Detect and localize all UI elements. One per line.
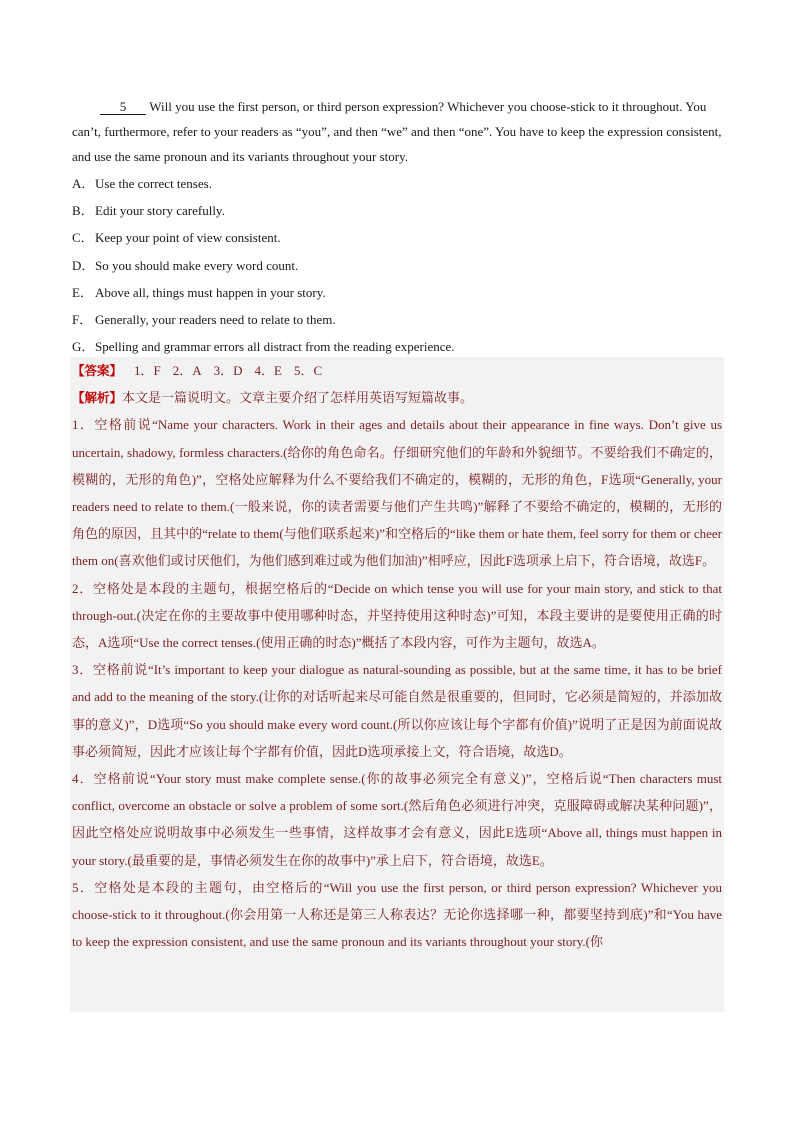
- answer-line: [70, 357, 724, 384]
- analysis-body: [70, 411, 724, 955]
- option-item: D．So you should make every word count.: [72, 257, 299, 273]
- analysis-line: [70, 384, 724, 411]
- analysis-paragraph: 4．空格前说“Your story must make complete sense.(你的故事必须完全有意义)”，空格后说“Then characters must conflict, overcome an obstacle or solve a problem of some sort.(然后角色必须进行冲突，克服障碍或解决某种问题)”，因此空格处应说明故事中必须发生一些事情，这样故事才会有意义，因此E选项“Above all, things must happen in your story.(最重要的是，事情必须发生在你的故事中)”承上启下，符合语境，故选E。: [72, 771, 722, 868]
- option-item: C．Keep your point of view consistent.: [72, 230, 281, 246]
- answer-analysis-box: [70, 357, 724, 1012]
- answer-item: 3．D: [213, 363, 243, 378]
- analysis-paragraph: 3．空格前说“It’s important to keep your dialogue as natural-sounding as possible, but at the same time, it has to be brief and add to the meaning of the story.(让你的对话听起来尽可能自然是很重要的，但同时，它必须是简短的，并添加故事的意义)”，D选项“So you should make every word count.(所以你应该让每个字都有价值)”说明了正是因为前面说故事必须简短，因此才应该让每个字都有价值，因此D选项承接上文，符合语境，故选D。: [72, 662, 722, 759]
- option-item: G．Spelling and grammar errors all distract from the reading experience.: [72, 339, 455, 355]
- option-item: B．Edit your story carefully.: [72, 203, 225, 219]
- analysis-paragraph: 2．空格处是本段的主题句，根据空格后的“Decide on which tense you will use for your main story, and stick to that through-out.(决定在你的主要故事中使用哪种时态，并坚持使用这种时态)”可知，本段主要讲的是要使用正确的时态，A选项“Use the correct tenses.(使用正确的时态)”概括了本段内容，可作为主题句，故选A。: [72, 580, 722, 650]
- question-text: Will you use the first person, or third person expression? Whichever you choose-stick to it throughout. You can’t, furthermore, refer to your readers as “you”, and then “we” and then “one”. You have to keep the expression consistent, and use the same pronoun and its variants throughout your story.: [72, 99, 722, 164]
- answer-item: 5．C: [293, 363, 323, 378]
- option-item: A．Use the correct tenses.: [72, 176, 212, 191]
- analysis-label: 【解析】: [72, 390, 123, 406]
- option-list: [72, 170, 724, 360]
- option-item: F． Generally, your readers need to relate to them.: [72, 311, 336, 327]
- answer-item: 2．A: [172, 363, 202, 378]
- option-item: E． Above all, things must happen in your story.: [72, 284, 326, 300]
- analysis-paragraph: 5．空格处是本段的主题句，由空格后的“Will you use the first person, or third person expression? Whichever you choose-stick to it throughout.(你会用第一人称还是第三人称表达？无论你选择哪一种，都要坚持到底)”和“You have to keep the expression consistent, and use the same pronoun and its variants throughout your story.(你: [72, 879, 722, 950]
- question-paragraph: [72, 94, 724, 169]
- answer-blank: 5: [100, 100, 146, 115]
- answer-label: 【答案】: [72, 363, 123, 378]
- answer-item: 1．F: [134, 363, 161, 378]
- question-block: [72, 94, 724, 360]
- analysis-intro: 本文是一篇说明文。文章主要介绍了怎样用英语写短篇故事。: [122, 390, 474, 406]
- analysis-paragraph: 1．空格前说“Name your characters. Work in their ages and details about their appearance in fine ways. Don’t give us uncertain, shadowy, formless characters.(给你的角色命名。仔细研究他们的年龄和外貌细节。不要给我们不确定的，模糊的，无形的角色)”，空格处应解释为什么不要给我们不确定的，模糊的，无形的角色，F选项“Generally, your readers need to relate to them.(一般来说，你的读者需要与他们产生共鸣)”解释了不要给不确定的，模糊的，无形的角色的原因，且其中的“relate to them(与他们联系起来)”和空格后的“like them or hate them, feel sorry for them or cheer them on(喜欢他们或讨厌他们，为他们感到难过或为他们加油)”相呼应，因此F选项承上启下，符合语境，故选F。: [72, 417, 722, 569]
- answer-item: 4．E: [254, 363, 282, 378]
